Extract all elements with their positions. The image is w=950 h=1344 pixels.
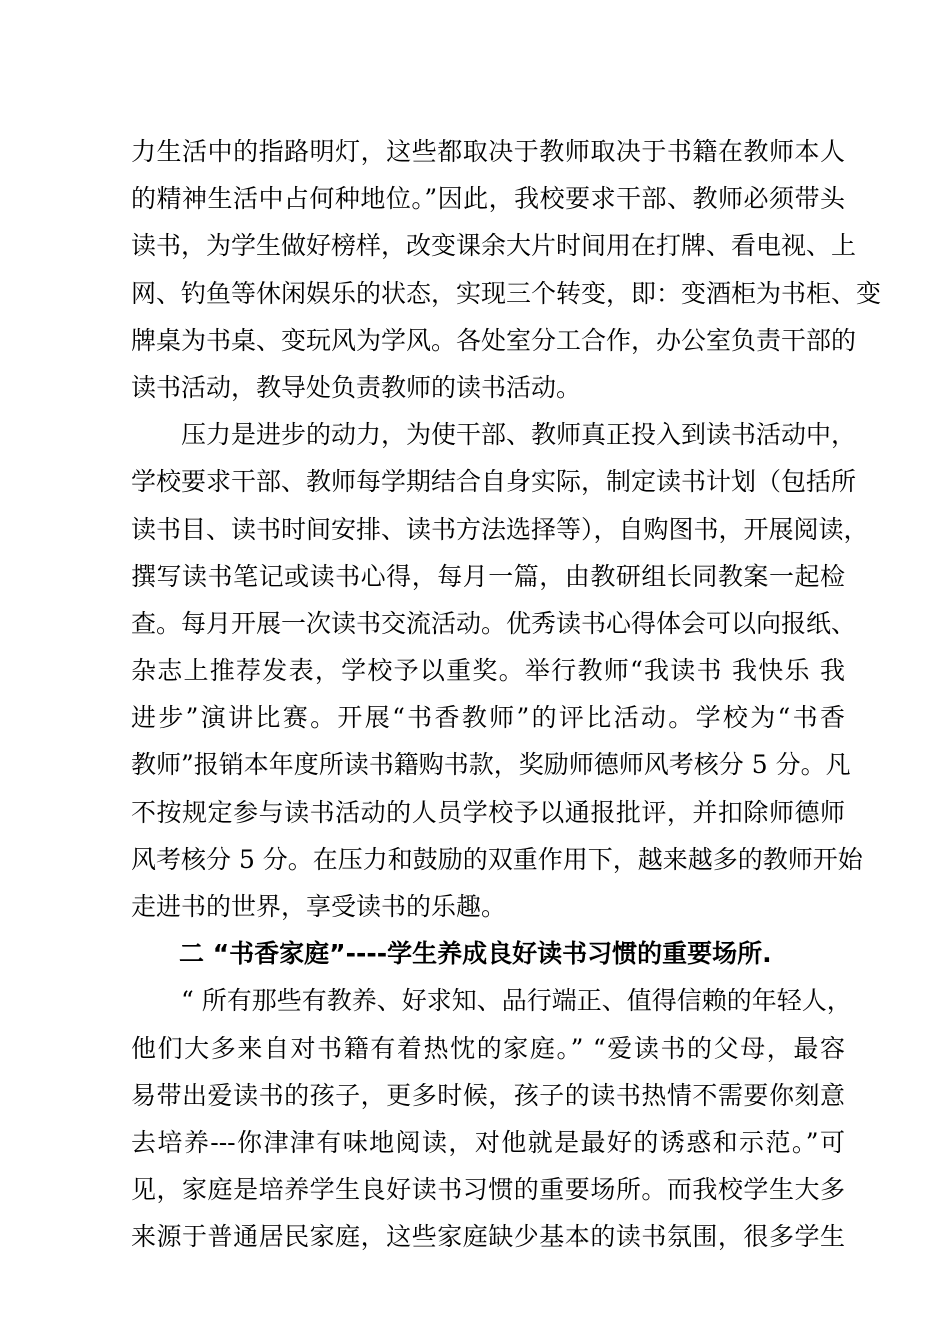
text-line: 读书目、读书时间安排、读书方法选择等），自购图书，开展阅读， [131,514,869,544]
text-line: 网、钓鱼等休闲娱乐的状态，实现三个转变，即：变酒柜为书柜、变 [131,278,882,308]
text-line: 学校要求干部、教师每学期结合自身实际，制定读书计划（包括所 [131,467,857,497]
text-line: “ 所有那些有教养、好求知、品行端正、值得信赖的年轻人， [131,986,852,1016]
text-line: 的精神生活中占何种地位。”因此，我校要求干部、教师必须带头 [131,184,845,214]
section-heading: 二 “书香家庭”----学生养成良好读书习惯的重要场所. [179,939,772,969]
text-line: 见，家庭是培养学生良好读书习惯的重要场所。而我校学生大多 [131,1175,845,1205]
text-line: 读书活动，教导处负责教师的读书活动。 [131,372,582,402]
document-body [131,128,882,1261]
text-line: 他们大多来自对书籍有着热忱的家庭。” “爱读书的父母，最容 [131,1033,845,1063]
text-line: 撰写读书笔记或读书心得，每月一篇，由教研组长同教案一起检 [131,561,845,591]
text-line: 压力是进步的动力，为使干部、教师真正投入到读书活动中， [131,420,857,450]
text-line: 去培养---你津津有味地阅读，对他就是最好的诱惑和示范。”可 [131,1127,845,1157]
text-line: 力生活中的指路明灯，这些都取决于教师取决于书籍在教师本人 [131,137,845,166]
text-line: 查。每月开展一次读书交流活动。优秀读书心得体会可以向报纸、 [131,608,857,638]
text-line: 走进书的世界，享受读书的乐趣。 [131,892,507,921]
text-line: 杂志上推荐发表，学校予以重奖。举行教师“我读书 我快乐 我 [131,656,845,686]
text-line: 读书，为学生做好榜样，改变课余大片时间用在打牌、看电视、上 [131,231,857,261]
text-line: 不按规定参与读书活动的人员学校予以通报批评，并扣除师德师 [131,797,845,827]
text-line: 牌桌为书桌、变玩风为学风。各处室分工合作，办公室负责干部的 [131,325,857,355]
text-line: 易带出爱读书的孩子，更多时候，孩子的读书热情不需要你刻意 [131,1080,845,1110]
text-line: 教师”报销本年度所读书籍购书款，奖励师德师风考核分 5 分。凡 [131,750,851,780]
text-line: 来源于普通居民家庭，这些家庭缺少基本的读书氛围，很多学生 [131,1222,845,1252]
text-line: 进步”演讲比赛。开展“书香教师”的评比活动。学校为“书香 [131,703,845,733]
text-line: 风考核分 5 分。在压力和鼓励的双重作用下，越来越多的教师开始 [131,844,863,874]
